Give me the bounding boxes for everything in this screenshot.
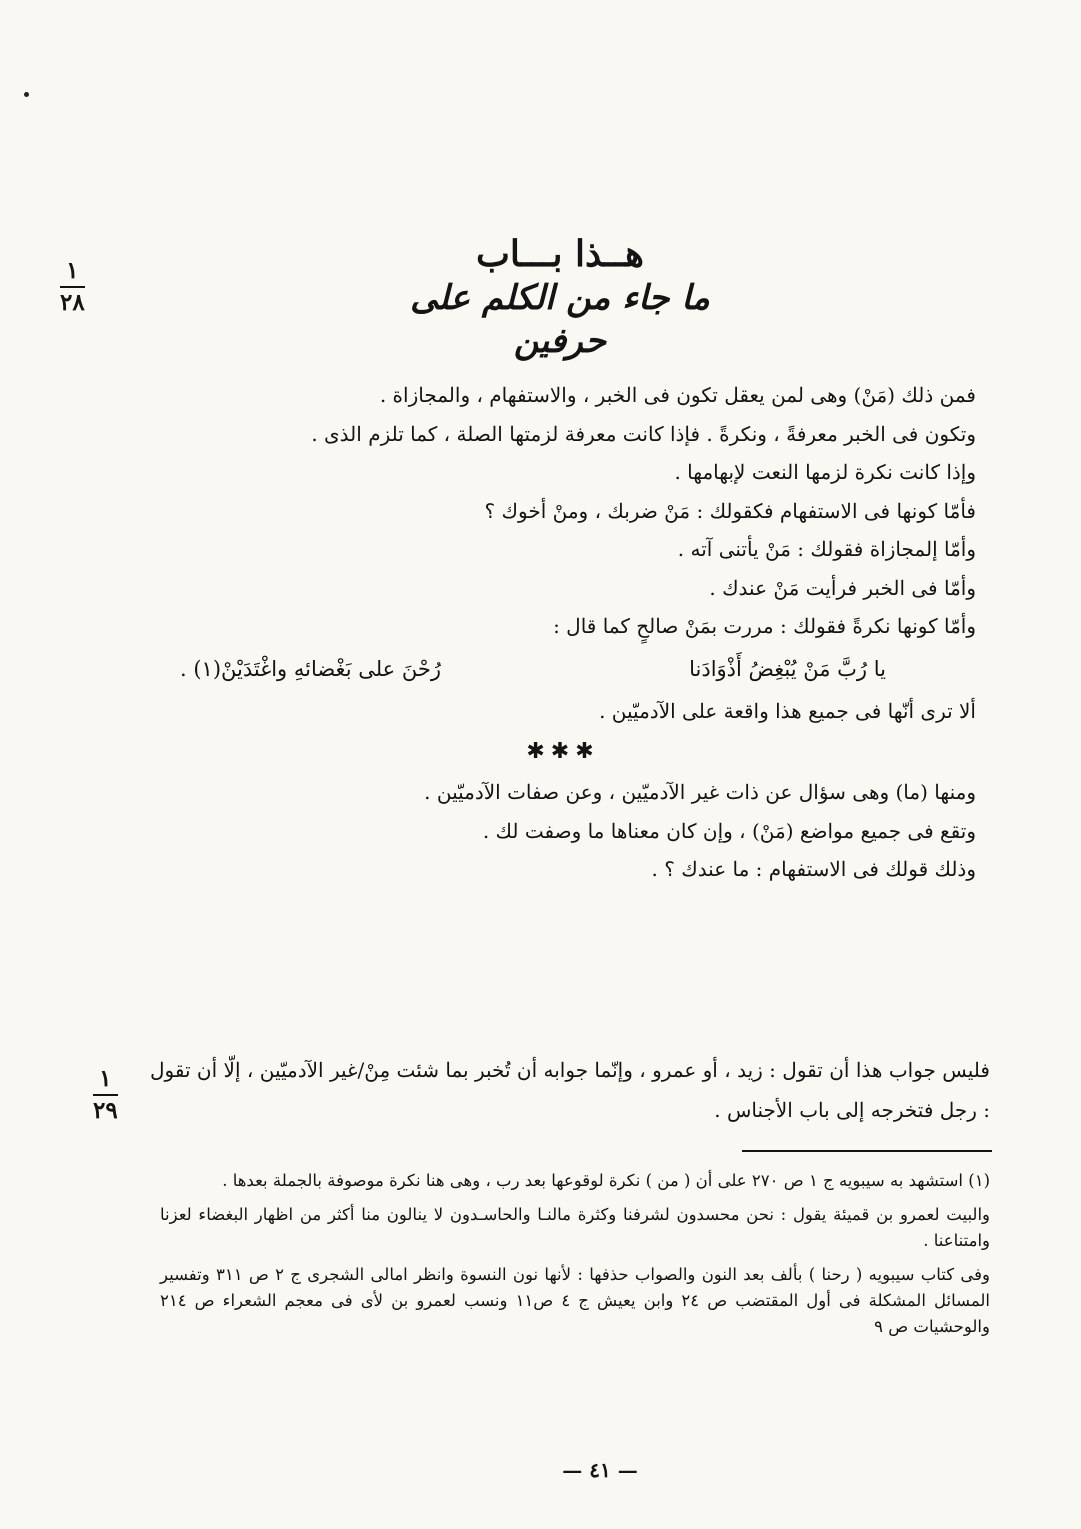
verse-first-hemistich: يا رُبَّ مَنْ يُبْغِضُ أَذْوَادَنا <box>689 656 886 681</box>
page-number: — ٤١ — <box>562 1458 638 1482</box>
paragraph: وأمّا فى الخبر فرأيت مَنْ عندك . <box>709 575 976 600</box>
paragraph: ومنها (ما) وهى سؤال عن ذات غير الآدميّين ، وعن صفات الآدميّين . <box>424 780 976 804</box>
margin-reference-29 <box>93 1066 118 1125</box>
paragraph: ألا ترى أنّها فى جميع هذا واقعة على الآدميّين . <box>599 699 976 723</box>
scan-speck <box>24 92 29 97</box>
margin-reference-28 <box>60 258 85 317</box>
paragraph: فمن ذلك (مَنْ) وهى لمن يعقل تكون فى الخبر ، والاستفهام ، والمجازاة . <box>379 383 976 407</box>
main-text <box>150 376 976 889</box>
paragraph: وذلك قولك فى الاستفهام : ما عندك ؟ . <box>651 857 976 881</box>
margin-reference-page: ٢٨ <box>60 289 85 317</box>
footnote: (١) استشهد به سيبويه ج ١ ص ٢٧٠ على أن ( من ) نكرة لوقوعها بعد رب ، وهى هنا نكرة موصوفة بالجملة بعدها . <box>222 1171 990 1190</box>
footnotes <box>160 1168 990 1348</box>
paragraph: وتقع فى جميع مواضع (مَنْ) ، وإن كان معناها ما وصفت لك . <box>482 818 976 843</box>
footnote: وفى كتاب سيبويه ( رحنا ) بألف بعد النون والصواب حذفها : لأنها نون النسوة وانظر امالى الشجرى ج ٢ ص ٣١١ وتفسير المسائل المشكلة فى أول المقتضب ص ٢٤ وابن يعيش ج ٤ ص١١ ونسب لعمرو بن لأى فى معجم الشعراء ص ٢١٤ والوحشيات ص ٩ <box>160 1265 990 1336</box>
paragraph: وأمّا كونها نكرةً فقولك : مررت بمَنْ صالحٍ كما قال : <box>553 614 976 638</box>
margin-reference-volume: ١ <box>60 258 85 288</box>
paragraph: وأمّا إلمجازاة فقولك : مَنْ يأتنى آته . <box>677 537 976 561</box>
margin-reference-volume: ١ <box>93 1066 118 1096</box>
paragraph: وإذا كانت نكرة لزمها النعت لإبهامها . <box>674 460 976 484</box>
paragraph: فأمّا كونها فى الاستفهام فكقولك : مَنْ ضربك ، ومنْ أخوك ؟ <box>484 498 976 523</box>
poetry-verse <box>150 650 976 689</box>
margin-reference-page: ٢٩ <box>93 1097 118 1125</box>
footnote: والبيت لعمرو بن قميئة يقول : نحن محسدون لشرفنا وكثرة مالنـا والحاسـدون لا ينالون منا أكثر من اظهار البغضاء لعزنا وامتناعنا . <box>160 1205 990 1250</box>
section-separator-stars: ✱✱✱ <box>526 738 600 764</box>
paragraph: فليس جواب هذا أن تقول : زيد ، أو عمرو ، وإنّما جوابه أن تُخبر بما شئت مِنْ/غير الآدميّين ، إلّا أن تقول : رجل فتخرجه إلى باب الأجناس . <box>150 1058 990 1122</box>
main-text-continued <box>150 1050 990 1130</box>
footnote-separator-rule <box>742 1150 992 1152</box>
chapter-title <box>370 232 750 362</box>
chapter-title-line2: ما جاء من الكلم على حرفين <box>410 278 710 361</box>
verse-second-hemistich: رُحْنَ على بَغْضائهِ واغْتَدَيْنْ(١) . <box>180 656 441 681</box>
chapter-title-line1: هــذا بـــاب <box>475 233 645 275</box>
paragraph: وتكون فى الخبر معرفةً ، ونكرةً . فإذا كانت معرفة لزمتها الصلة ، كما تلزم الذى . <box>311 421 976 446</box>
